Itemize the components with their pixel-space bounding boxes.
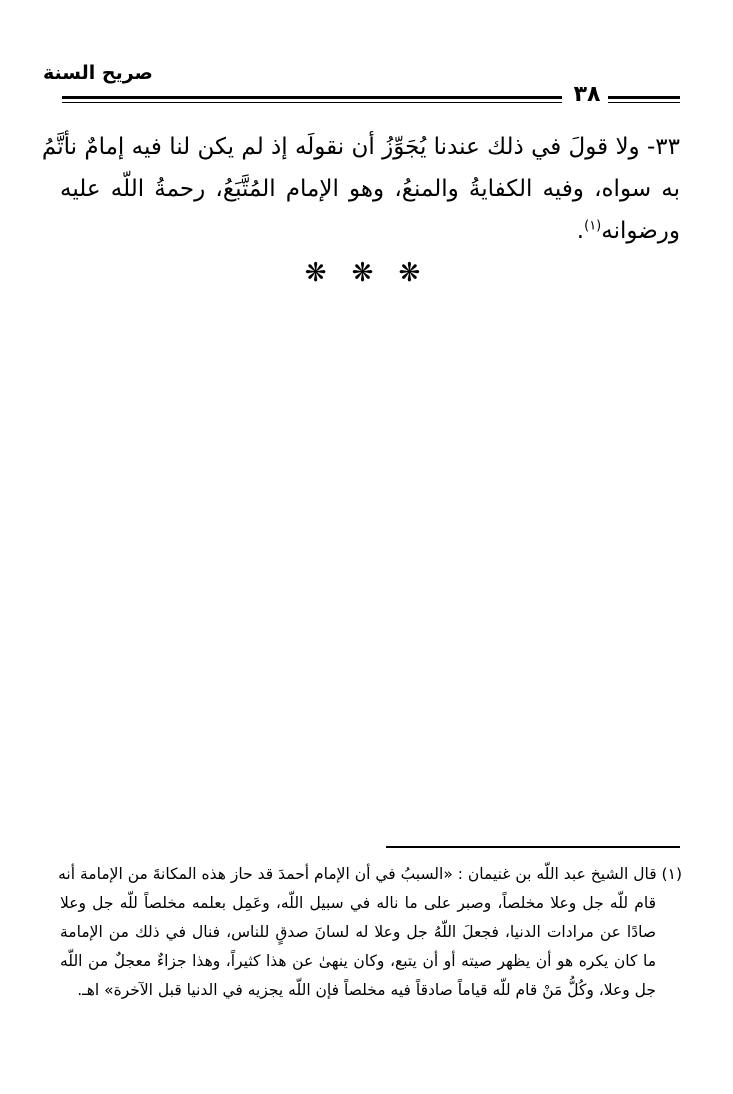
body-line-1: ٣٣- ولا قولَ في ذلك عندنا يُجَوِّزُ أن نقولَه إذ لم يكن لنا فيه إمامٌ نأتَّمُ <box>41 134 680 160</box>
footnote-line-5: جل وعلا، وكُلُّ مَنْ قام للّه قياماً صادقاً فيه مخلصاً فإن اللّه يجزيه في الدنيا قبل الآخرة» اهـ. <box>77 981 656 999</box>
footnote-line-2: قام للّه جل وعلا مخلصاً، وصبر على ما ناله في سبيل اللّه، وعَمِل بعلمه مخلصاً للّه جل وعلا <box>60 894 656 912</box>
asterism-separator: ❋ ❋ ❋ <box>304 258 429 288</box>
footnote-line-3: صادًا عن مرادات الدنيا، فجعلَ اللّهُ جل وعلا له لسانَ صدقٍ للناس، فنال في ذلك من الإمامة <box>60 923 656 941</box>
header-rule-right <box>608 96 680 103</box>
body-line-3-end: . <box>576 218 585 244</box>
body-paragraph <box>41 126 680 252</box>
header-rule-left <box>62 96 562 103</box>
footnote-line-4: ما كان يكره هو أن يظهر صيته أو أن يتبع، وكان ينهىٰ عن هذا كثيراً، وهذا جزاءٌ معجلٌ من اللّه <box>60 952 656 970</box>
body-line-3-text: ورضوانه <box>601 218 680 244</box>
footnote-reference: (١) <box>584 218 602 234</box>
book-title-text: صريح السنة <box>43 62 153 84</box>
footnote-rule <box>386 846 680 848</box>
body-line-3 <box>60 210 680 252</box>
body-line-2: به سواه، وفيه الكفايةُ والمنعُ، وهو الإمام المُتَّبَعُ، رحمةُ اللّه عليه <box>60 176 680 202</box>
page-number: ٣٨ <box>573 82 601 107</box>
footnote-block <box>60 860 682 1005</box>
footnote-line-1: (١) قال الشيخ عبد اللّه بن غنيمان : «السببُ في أن الإمام أحمدَ قد حاز هذه المكانةَ من الإمامة أنه <box>58 865 682 883</box>
